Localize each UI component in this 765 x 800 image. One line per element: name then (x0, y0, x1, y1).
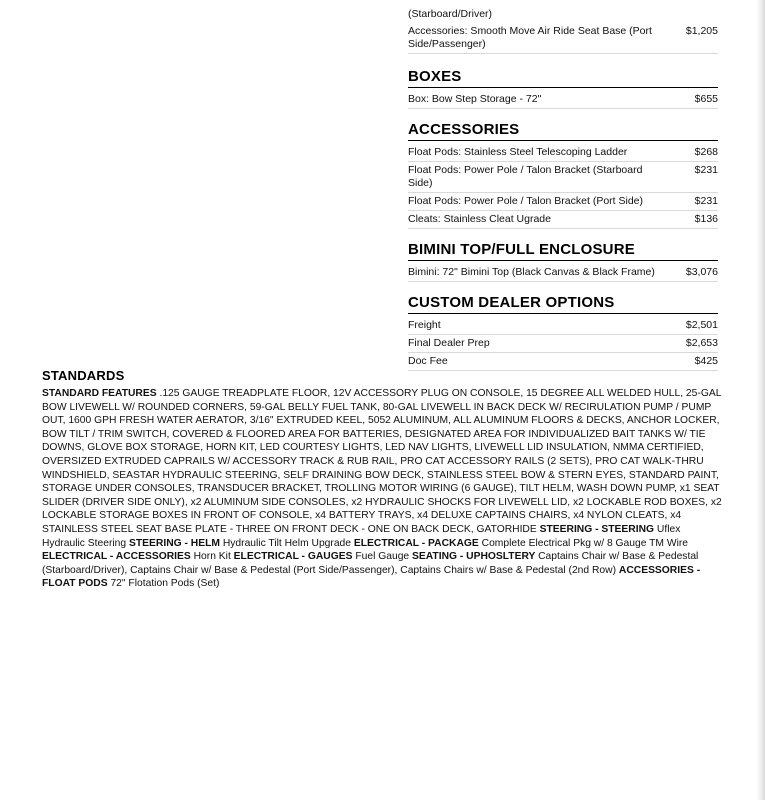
option-description: Float Pods: Power Pole / Talon Bracket (Starboard Side) (408, 164, 643, 189)
option-row (408, 211, 718, 229)
option-description: Bimini: 72" Bimini Top (Black Canvas & Black Frame) (408, 266, 655, 278)
standards-category-label: SEATING - UPHOSLTERY (412, 551, 539, 563)
standards-category-label: STANDARD FEATURES (42, 388, 160, 399)
option-description: Doc Fee (408, 355, 448, 367)
option-price: $2,653 (685, 337, 718, 349)
option-description: Float Pods: Power Pole / Talon Bracket (Port Side) (408, 195, 643, 207)
option-row (408, 144, 718, 162)
section-heading-custom-dealer-options: CUSTOM DEALER OPTIONS (408, 294, 718, 314)
option-description: Box: Bow Step Storage - 72" (408, 93, 542, 105)
standards-section (42, 368, 726, 591)
standards-text: Horn Kit (193, 551, 234, 563)
option-price: $2,501 (685, 319, 718, 331)
section-heading-bimini: BIMINI TOP/FULL ENCLOSURE (408, 241, 718, 261)
option-row (408, 264, 718, 282)
option-price: $1,205 (685, 25, 718, 37)
option-price: $3,076 (685, 266, 718, 278)
standards-text: Captains Chair w/ Base & Pedestal (Starboard/Driver), Captains Chair w/ Base & Pedestal (Port Side/Passenger), Captains Chairs w/ Base & Pedestal (2nd Row) (42, 551, 699, 576)
page-edge-shading (756, 0, 765, 800)
option-row (408, 162, 718, 193)
option-description: Freight (408, 319, 441, 331)
standards-text: 72" Flotation Pods (Set) (110, 578, 220, 590)
option-price: $268 (694, 146, 718, 158)
standards-category-label: STEERING - STEERING (539, 523, 657, 535)
option-price: $655 (694, 93, 718, 105)
section-heading-accessories: ACCESSORIES (408, 121, 718, 141)
standards-category-label: ELECTRICAL - PACKAGE (353, 537, 482, 549)
options-column (408, 8, 718, 371)
standards-category-label: ELECTRICAL - ACCESSORIES (42, 551, 194, 563)
option-description: Final Dealer Prep (408, 337, 490, 349)
option-row (408, 23, 718, 54)
standards-category-label: ACCESSORIES - FLOAT PODS (42, 564, 701, 590)
option-row (408, 335, 718, 353)
standards-body (42, 387, 726, 591)
option-price: $136 (694, 213, 718, 225)
option-price: $231 (694, 195, 718, 207)
standards-category-label: ELECTRICAL - GAUGES (233, 551, 356, 563)
option-description: Accessories: Smooth Move Air Ride Seat Base (Port Side/Passenger) (408, 25, 652, 50)
standards-title: STANDARDS (42, 368, 125, 383)
standards-text: Complete Electrical Pkg w/ 8 Gauge TM Wire (481, 537, 689, 549)
option-row (408, 91, 718, 109)
option-price: $231 (694, 164, 718, 176)
standards-text: Hydraulic Tilt Helm Upgrade (222, 537, 354, 549)
option-description: Float Pods: Stainless Steel Telescoping Ladder (408, 146, 628, 158)
standards-text: .125 GAUGE TREADPLATE FLOOR, 12V ACCESSORY PLUG ON CONSOLE, 15 DEGREE ALL WELDED HULL, 25-GAL BOW LIVEWELL W/ ROUNDED CORNERS, 59-GAL BELLY FUEL TANK, 80-GAL LIVEWELL IN BACK DECK W/ RECIRULATION PUMP / PUMP OUT, 1600 GPH FRESH WATER AERATOR, 3/16" EXTRUDED KEEL, 5052 ALUMINUM, ALL ALUMINUM FLOORS & DECKS, ANCHOR LOCKER, BOW TILT / TRIM SWITCH, COVERED & FLOORED AREA FOR BATTERIES, DESIGNATED AREA FOR INDIVIDUALIZED BAIT TANKS W/ TIE DOWNS, GLOVE BOX STORAGE, HORN KIT, LED COURTESY LIGHTS, LED NAV LIGHTS, LIVEWELL LID INSULATION, NMMA CERTIFIED, OVERSIZED EXTRUDED CAPRAILS W/ ACCESSORY TRACK & RUB RAIL, PRO CAT ACCESSORY RAILS (2 SETS), PRO CAT WALK-THRU WINDSHIELD, SEASTAR HYDRAULIC STEERING, SELF DRAINING BOW DECK, STAINLESS STEEL BOW & STERN EYES, STANDARD PAINT, STORAGE UNDER CONSOLES, TRANSDUCER BRACKET, TROLLING MOTOR WIRING (6 GAUGE), TILT HELM, WASH DOWN PUMP, x1 SEAT SLIDER (DRIVER SIDE ONLY), x2 ALUMINUM SIDE CONSOLES, x2 HYDRAULIC SHOCKS FOR LIVEWELL LID, x2 LOCKABLE ROD BOXES, x2 LOCKABLE STORAGE BOXES IN FRONT OF CONSOLE, x4 BATTERY TRAYS, x4 DELUXE CAPTAINS CHAIRS, x4 NYLON CLEATS, x4 STAINLESS STEEL SEAT BASE PLATE - THREE ON FRONT DECK - ONE ON BACK DECK, GATORHIDE (42, 388, 722, 535)
standards-text: Fuel Gauge (355, 551, 413, 563)
section-heading-boxes: BOXES (408, 68, 718, 88)
continued-rows (408, 8, 718, 54)
standards-category-label: STEERING - HELM (129, 537, 223, 549)
option-price: $425 (694, 355, 718, 367)
option-row (408, 193, 718, 211)
continued-text: (Starboard/Driver) (408, 8, 493, 20)
standards-text: Uflex Hydraulic Steering (42, 523, 681, 549)
option-row (408, 317, 718, 335)
option-description: Cleats: Stainless Cleat Ugrade (408, 213, 551, 225)
